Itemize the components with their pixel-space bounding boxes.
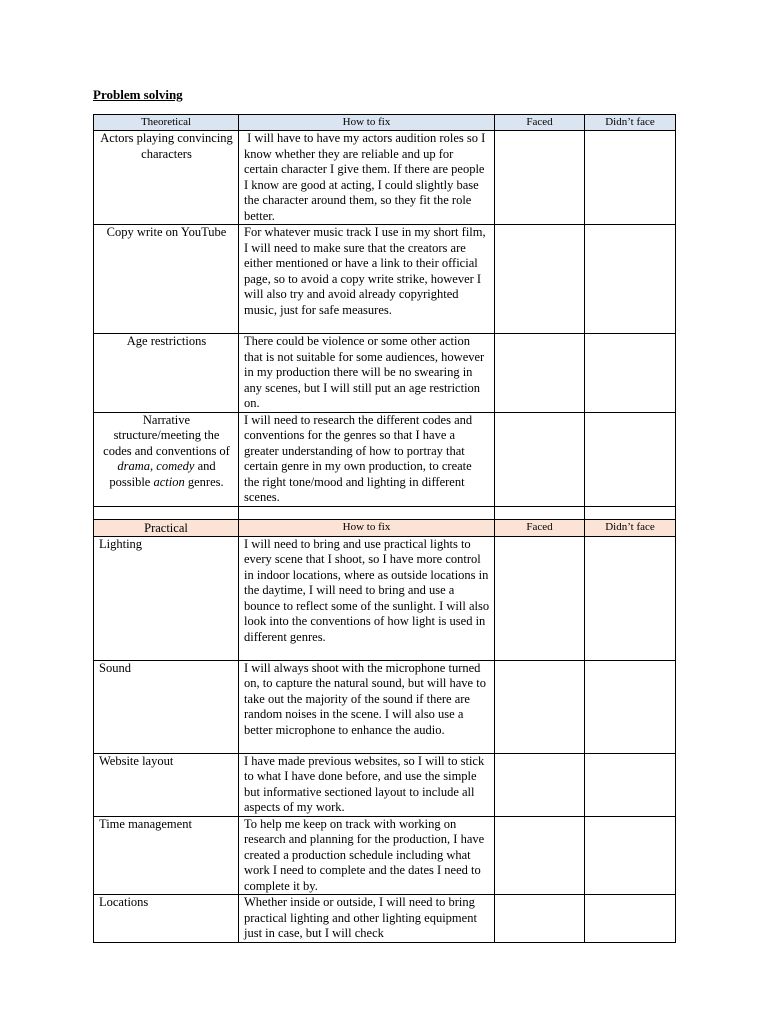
didnt-face-cell[interactable]: [585, 816, 676, 895]
faced-cell[interactable]: [495, 131, 585, 225]
spacer-row: [94, 506, 676, 519]
problem-solving-table: [93, 114, 676, 943]
problem-cell: Copy write on YouTube: [94, 225, 239, 334]
table-row: [94, 753, 676, 816]
problem-cell: Locations: [94, 895, 239, 943]
genre-comedy: comedy: [156, 459, 195, 473]
table-row: [94, 895, 676, 943]
table-row: [94, 536, 676, 660]
fix-cell: I will need to bring and use practical lights to every scene that I shoot, so I have more control in indoor locations, where as outside locations in the daytime, I will need to bring and use a bounce to reflect some of the sunlight. I will also look into the conventions of how light is used in different genres.: [239, 536, 495, 660]
theoretical-header-row: [94, 115, 676, 131]
problem-cell: Website layout: [94, 753, 239, 816]
genre-action: action: [153, 474, 185, 489]
didnt-face-cell[interactable]: [585, 334, 676, 413]
fix-cell: I will always shoot with the microphone turned on, to capture the natural sound, but will have to take out the majority of the sound if there are random noises in the scene. I will also use a better microphone to enhance the audio.: [239, 660, 495, 753]
problem-cell: Age restrictions: [94, 334, 239, 413]
empty-cell: [239, 506, 495, 519]
didnt-face-cell[interactable]: [585, 131, 676, 225]
faced-cell[interactable]: [495, 895, 585, 943]
didnt-face-cell[interactable]: [585, 412, 676, 506]
header-didnt-face: Didn’t face: [585, 519, 676, 536]
header-practical: Practical: [94, 519, 239, 536]
fix-cell: There could be violence or some other action that is not suitable for some audiences, however in my production there will be no swearing in any scenes, but I will still put an age restriction on.: [239, 334, 495, 413]
header-faced: Faced: [495, 519, 585, 536]
problem-text: Narrative structure/meeting the codes and conventions of: [103, 412, 230, 458]
practical-header-row: [94, 519, 676, 536]
problem-cell: Time management: [94, 816, 239, 895]
faced-cell[interactable]: [495, 334, 585, 413]
fix-cell: To help me keep on track with working on research and planning for the production, I have created a production schedule including what work I need to complete and the dates I need to complete it by.: [239, 816, 495, 895]
problem-cell: Actors playing convincing characters: [94, 131, 239, 225]
empty-cell: [495, 506, 585, 519]
header-didnt-face: Didn’t face: [585, 115, 676, 131]
problem-text: genres.: [184, 474, 224, 489]
empty-cell: [585, 506, 676, 519]
header-how-to-fix: How to fix: [239, 519, 495, 536]
didnt-face-cell[interactable]: [585, 895, 676, 943]
faced-cell[interactable]: [495, 816, 585, 895]
table-row: [94, 816, 676, 895]
fix-cell: Whether inside or outside, I will need to bring practical lighting and other lighting equipment just in case, but I will check: [239, 895, 495, 943]
problem-text: ,: [150, 459, 157, 473]
genre-drama: drama: [117, 459, 151, 473]
fix-cell: I have made previous websites, so I will to stick to what I have done before, and use the simple but informative sectioned layout to include all aspects of my work.: [239, 753, 495, 816]
page-heading: Problem solving: [93, 87, 183, 102]
faced-cell[interactable]: [495, 753, 585, 816]
table-row: [94, 660, 676, 753]
header-theoretical: Theoretical: [94, 115, 239, 131]
table-row: [94, 334, 676, 413]
header-faced: Faced: [495, 115, 585, 131]
header-how-to-fix: How to fix: [239, 115, 495, 131]
table-row: [94, 225, 676, 334]
faced-cell[interactable]: [495, 536, 585, 660]
fix-cell: I will need to research the different codes and conventions for the genres so that I have a greater understanding of how to portray that certain genre in my own production, to create the right tone/mood and lighting in different scenes.: [239, 412, 495, 506]
fix-cell: For whatever music track I use in my short film, I will need to make sure that the creators are either mentioned or have a link to their official page, so to avoid a copy write strike, however I will also try and avoid already copyrighted music, just for safe measures.: [239, 225, 495, 334]
fix-cell: I will have to have my actors audition roles so I know whether they are reliable and up for certain character I give them. If there are people I know are good at acting, I could slightly base the character around them, so they fit the role better.: [239, 131, 495, 225]
problem-cell: [94, 412, 239, 506]
problem-text: and possible: [109, 459, 216, 489]
table-row: [94, 131, 676, 225]
didnt-face-cell[interactable]: [585, 225, 676, 334]
didnt-face-cell[interactable]: [585, 753, 676, 816]
faced-cell[interactable]: [495, 660, 585, 753]
problem-cell: Lighting: [94, 536, 239, 660]
table-row: [94, 412, 676, 506]
didnt-face-cell[interactable]: [585, 660, 676, 753]
empty-cell: [94, 506, 239, 519]
faced-cell[interactable]: [495, 225, 585, 334]
didnt-face-cell[interactable]: [585, 536, 676, 660]
problem-cell: Sound: [94, 660, 239, 753]
faced-cell[interactable]: [495, 412, 585, 506]
